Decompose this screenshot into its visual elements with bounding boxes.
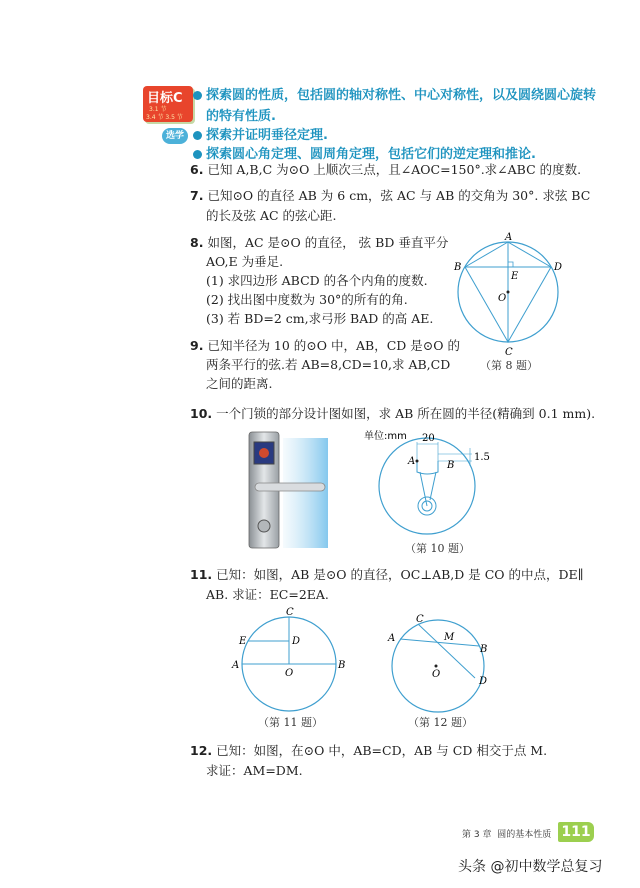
unit-label: 单位:mm bbox=[364, 431, 407, 442]
dim-15-label: 1.5 bbox=[474, 452, 490, 463]
objective-badge-title: 目标C bbox=[147, 91, 183, 106]
label-m: M bbox=[444, 632, 455, 643]
point-a bbox=[416, 460, 419, 463]
watermark: 头条 @初中数学总复习 bbox=[458, 859, 603, 875]
problem-8-line2: AO,E 为垂足. bbox=[206, 254, 284, 269]
problem-10: 10. 一个门锁的部分设计图如图，求 AB 所在圆的半径(精确到 0.1 mm). bbox=[190, 406, 596, 421]
problem-8: 8. 如图，AC 是⊙O 的直径， 弦 BD 垂直平分 bbox=[190, 235, 449, 250]
figure-8-caption: （第 8 题） bbox=[480, 359, 538, 372]
figure-10 bbox=[362, 428, 502, 553]
objective-badge-sub2: 3.4 节 3.5 节 bbox=[146, 114, 183, 121]
center-point bbox=[507, 291, 510, 294]
dim-20-label: 20 bbox=[422, 433, 435, 444]
label-a: A bbox=[232, 660, 240, 671]
label-a: A bbox=[388, 633, 396, 644]
objective-badge bbox=[143, 86, 193, 122]
label-b: B bbox=[454, 262, 462, 273]
link-line-1 bbox=[420, 472, 427, 506]
label-c: C bbox=[416, 614, 424, 625]
problem-8-part2: (2) 找出图中度数为 30°的所有的角. bbox=[206, 292, 408, 307]
figure-12-caption: （第 12 题） bbox=[408, 716, 473, 729]
footer-chapter: 第 3 章 圆的基本性质 bbox=[462, 830, 552, 840]
label-c: C bbox=[505, 347, 513, 358]
center-point bbox=[435, 665, 438, 668]
problem-7-cont: 的长及弦 AC 的弦心距. bbox=[206, 208, 337, 223]
label-b: B bbox=[480, 644, 488, 655]
circle bbox=[392, 620, 484, 712]
label-a: A bbox=[408, 456, 416, 467]
problem-8-part3: (3) 若 BD=2 cm,求弓形 BAD 的高 AE. bbox=[206, 311, 434, 326]
optional-tag: 选学 bbox=[162, 128, 188, 144]
light-glow bbox=[283, 438, 328, 548]
label-b: B bbox=[447, 460, 455, 471]
problem-7: 7. 已知⊙O 的直径 AB 为 6 cm，弦 AC 与 AB 的交角为 30°. 求弦 BC bbox=[190, 188, 591, 203]
label-o: O bbox=[285, 668, 294, 679]
label-e: E bbox=[511, 271, 519, 282]
bullet-icon bbox=[193, 131, 202, 140]
bullet-icon bbox=[193, 91, 202, 100]
objective-item-3: 探索圆心角定理、圆周角定理，包括它们的逆定理和推论. bbox=[193, 143, 536, 162]
link-line-2 bbox=[430, 472, 436, 500]
objective-item-1-cont: 的特有性质. bbox=[206, 109, 276, 124]
label-d: D bbox=[479, 676, 488, 687]
page-number: 111 bbox=[558, 822, 594, 842]
lock-handle bbox=[255, 483, 325, 491]
label-a: A bbox=[505, 232, 513, 243]
label-e: E bbox=[239, 636, 247, 647]
figure-11 bbox=[228, 606, 358, 714]
label-o: O bbox=[498, 293, 507, 304]
figure-12 bbox=[378, 606, 508, 714]
label-c: C bbox=[286, 607, 294, 618]
problem-12-cont: 求证：AM=DM. bbox=[206, 763, 303, 778]
figure-11-caption: （第 11 题） bbox=[258, 716, 323, 729]
objective-item-1: 探索圆的性质，包括圆的轴对称性、中心对称性，以及圆绕圆心旋转 bbox=[193, 84, 596, 103]
problem-9-line2: 两条平行的弦.若 AB=8,CD=10,求 AB,CD bbox=[206, 357, 451, 372]
problem-6: 6. 已知 A,B,C 为⊙O 上顺次三点，且∠AOC=150°.求∠ABC 的度数. bbox=[190, 162, 582, 177]
label-d: D bbox=[292, 636, 301, 647]
objective-item-2: 探索并证明垂径定理. bbox=[193, 124, 328, 143]
bullet-icon bbox=[193, 150, 202, 159]
problem-9: 9. 已知半径为 10 的⊙O 中，AB，CD 是⊙O 的 bbox=[190, 338, 460, 353]
sensor-icon bbox=[259, 448, 269, 458]
label-o: O bbox=[432, 669, 441, 680]
right-angle-mark bbox=[508, 262, 513, 267]
label-b: B bbox=[338, 660, 346, 671]
problem-11: 11. 已知：如图，AB 是⊙O 的直径，OC⊥AB,D 是 CO 的中点，DE∥ bbox=[190, 567, 584, 582]
door-lock-image bbox=[235, 428, 335, 553]
outer-circle bbox=[379, 438, 475, 534]
objective-badge-sub1: 3.1 节 bbox=[149, 106, 167, 113]
problem-11-cont: AB. 求证：EC=2EA. bbox=[206, 587, 329, 602]
label-d: D bbox=[554, 262, 563, 273]
problem-9-line3: 之间的距离. bbox=[206, 376, 273, 391]
figure-10-caption: （第 10 题） bbox=[405, 542, 470, 555]
figure-8 bbox=[452, 232, 572, 372]
keyhole-icon bbox=[258, 520, 270, 532]
problem-8-part1: (1) 求四边形 ABCD 的各个内角的度数. bbox=[206, 273, 428, 288]
problem-12: 12. 已知：如图，在⊙O 中，AB=CD，AB 与 CD 相交于点 M. bbox=[190, 743, 548, 758]
